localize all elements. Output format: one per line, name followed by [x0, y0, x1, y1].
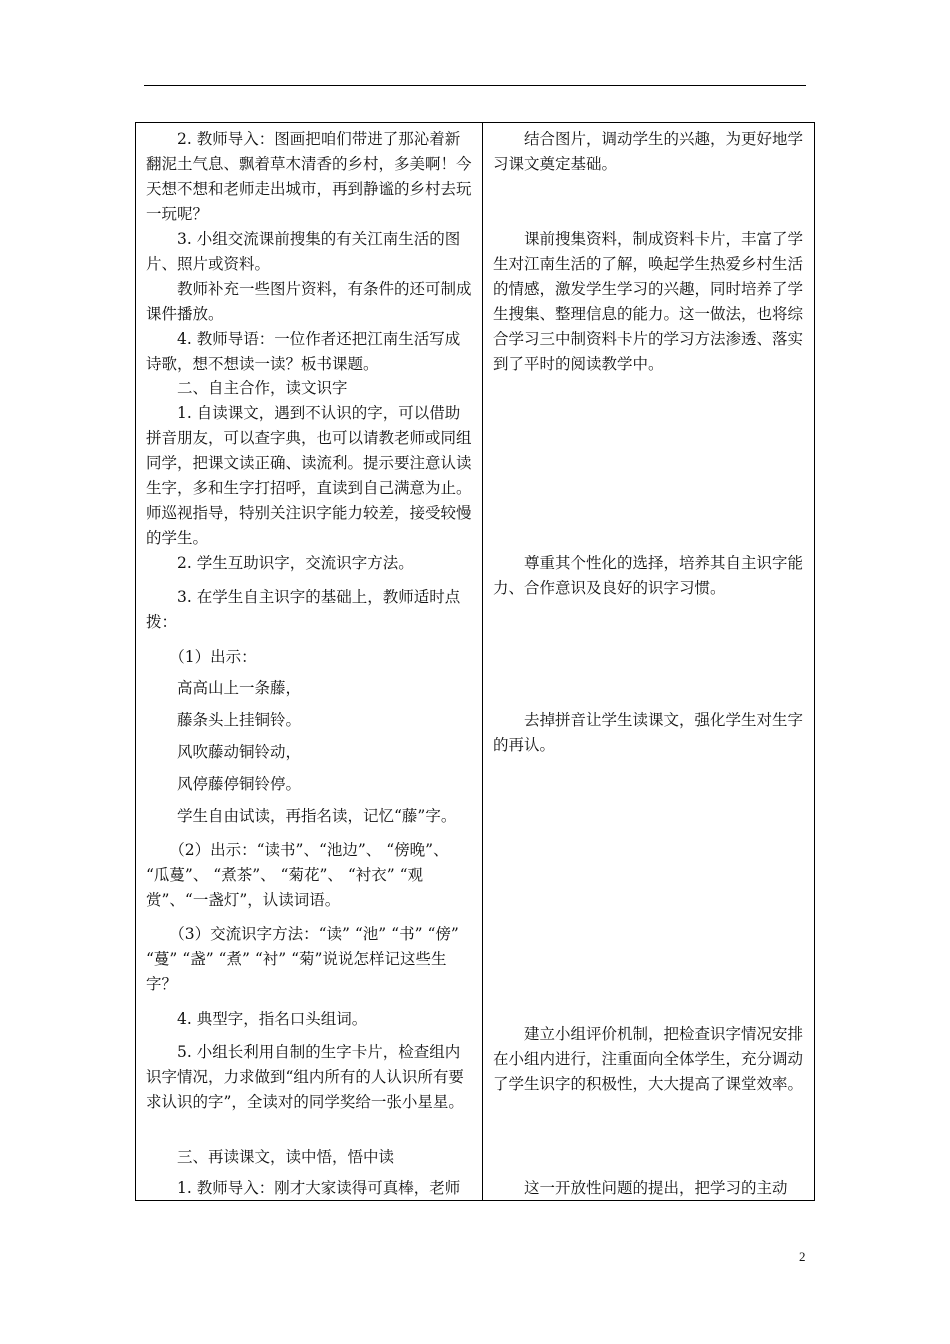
- right-paragraph-6: 这一开放性问题的提出，把学习的主动: [493, 1179, 788, 1197]
- left-paragraph-1: 2. 教师导入：图画把咱们带进了那沁着新翻泥土气息、飘着草木清香的乡村，多美啊！今天想不想和老师走出城市，再到静谧的乡村去玩一玩呢？: [146, 130, 472, 223]
- right-paragraph-3: 尊重其个性化的选择，培养其自主识字能力、合作意识及良好的识字习惯。: [493, 554, 804, 597]
- left-paragraph-15: （2）出示：“读书”、“池边”、 “傍晚”、 “瓜蔓”、 “煮茶”、 “菊花”、 “衬衣” “观赏”、“一盏灯”，认读词语。: [146, 841, 449, 909]
- left-paragraph-17: 4. 典型字，指名口头组词。: [146, 1010, 368, 1028]
- left-paragraph-4: 4. 教师导语：一位作者还把江南生活写成诗歌，想不想读一读？板书课题。: [146, 330, 461, 373]
- right-paragraph-4: 去掉拼音让学生读课文，强化学生对生字的再认。: [493, 711, 804, 754]
- right-paragraph-2: 课前搜集资料，制成资料卡片，丰富了学生对江南生活的了解，唤起学生热爱乡村生活的情感，激发学生学习的兴趣，同时培养了学生搜集、整理信息的能力。这一做法，也将综合学习三中制资料卡片的学习方法渗透、落实到了平时的阅读教学中。: [493, 230, 804, 373]
- left-paragraph-16: （3）交流识字方法：“读” “池” “书” “傍” “蔓” “盏” “煮” “衬” “菊”说说怎样记这些生字？: [146, 925, 459, 993]
- section-heading-3: 三、再读课文，读中悟，悟中读: [146, 1148, 395, 1166]
- left-paragraph-18: 5. 小组长利用自制的生字卡片，检查组内识字情况，力求做到“组内所有的人认识所有要求认识的字”，全读对的同学奖给一张小星星。: [146, 1043, 464, 1111]
- left-paragraph-2: 3. 小组交流课前搜集的有关江南生活的图片、照片或资料。: [146, 230, 461, 273]
- header-rule: [144, 85, 806, 86]
- poem-line-4: 风停藤停铜铃停。: [146, 775, 302, 793]
- right-paragraph-1: 结合图片，调动学生的兴趣，为更好地学习课文奠定基础。: [493, 130, 804, 173]
- poem-line-2: 藤条头上挂铜铃。: [146, 711, 302, 729]
- left-paragraph-8: 3. 在学生自主识字的基础上，教师适时点拨：: [146, 588, 461, 631]
- poem-line-1: 高高山上一条藤，: [146, 679, 302, 697]
- lesson-table: [135, 122, 815, 1201]
- left-paragraph-7: 2. 学生互助识字，交流识字方法。: [146, 554, 414, 572]
- page-number: 2: [799, 1249, 806, 1264]
- poem-line-3: 风吹藤动铜铃动，: [146, 743, 302, 761]
- left-paragraph-6: 1. 自读课文，遇到不认识的字，可以借助拼音朋友，可以查字典，也可以请教老师或同组同学，把课文读正确、读流利。提示要注意认读生字，多和生字打招呼，直读到自己满意为止。师巡视指导，特别关注识字能力较差，接受较慢的学生。: [146, 404, 472, 547]
- column-divider: [482, 123, 483, 1200]
- left-paragraph-3: 教师补充一些图片资料，有条件的还可制成课件播放。: [146, 280, 472, 323]
- left-paragraph-20: 1. 教师导入：刚才大家读得可真棒，老师: [146, 1179, 461, 1197]
- left-paragraph-9: （1）出示：: [146, 648, 257, 666]
- left-paragraph-14: 学生自由试读，再指名读，记忆“藤”字。: [146, 807, 457, 825]
- section-heading-2: 二、自主合作，读文识字: [146, 379, 348, 397]
- right-paragraph-5: 建立小组评价机制，把检查识字情况安排在小组内进行，注重面向全体学生，充分调动了学生识字的积极性，大大提高了课堂效率。: [493, 1025, 804, 1093]
